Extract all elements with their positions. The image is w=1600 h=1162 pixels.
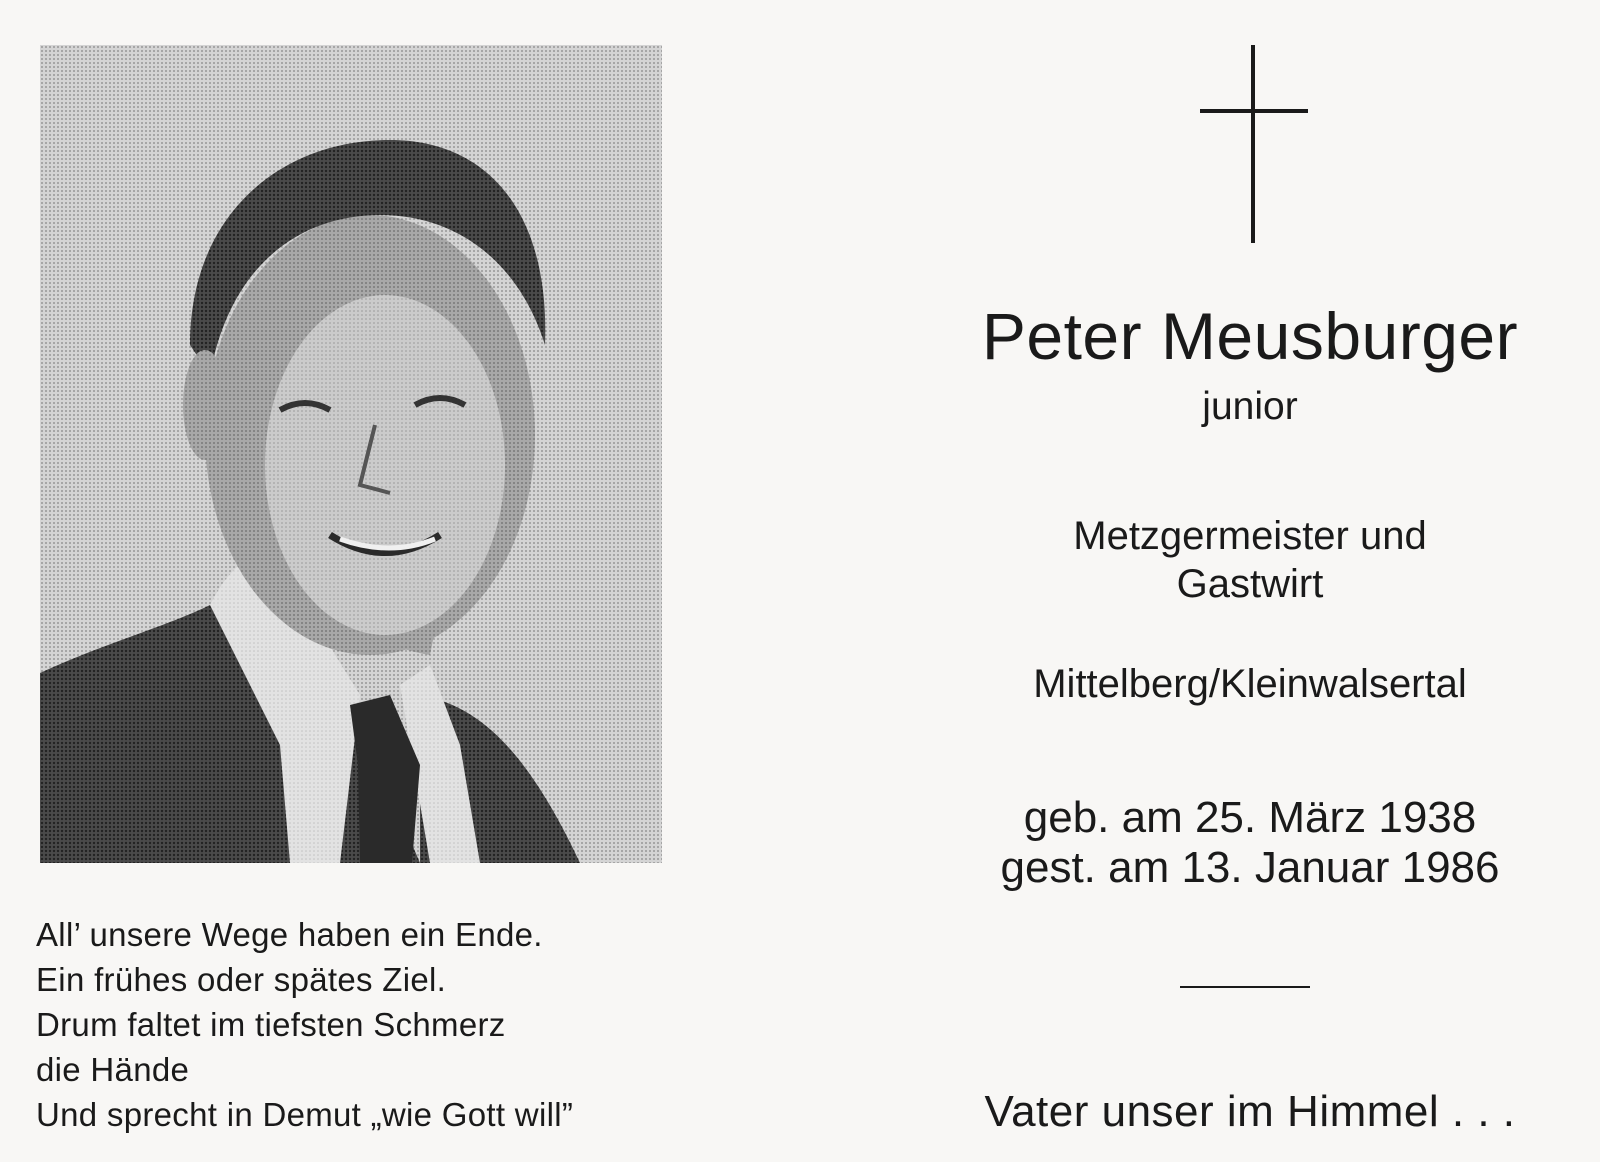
prayer-line: Vater unser im Himmel . . . xyxy=(984,1087,1516,1136)
poem-line: Drum faltet im tiefsten Schmerz xyxy=(36,1006,506,1043)
deceased-name: Peter Meusburger xyxy=(981,299,1519,373)
death-date: gest. am 13. Januar 1986 xyxy=(1000,843,1500,892)
poem-line: die Hände xyxy=(36,1051,190,1088)
profession-line: Gastwirt xyxy=(1176,562,1324,606)
divider xyxy=(1180,986,1310,988)
name-suffix: junior xyxy=(1202,385,1298,428)
poem-line: Und sprecht in Demut „wie Gott will” xyxy=(36,1096,574,1133)
profession xyxy=(900,512,1600,608)
life-dates xyxy=(900,793,1600,893)
cross-icon xyxy=(1200,45,1308,243)
place: Mittelberg/Kleinwalsertal xyxy=(1033,662,1467,706)
portrait-photo xyxy=(40,45,662,863)
poem xyxy=(36,912,736,1137)
poem-line: Ein frühes oder spätes Ziel. xyxy=(36,961,447,998)
poem-line: All’ unsere Wege haben ein Ende. xyxy=(36,916,543,953)
birth-date: geb. am 25. März 1938 xyxy=(1023,793,1477,842)
portrait-illustration xyxy=(40,45,662,863)
profession-line: Metzgermeister und xyxy=(1073,514,1427,558)
